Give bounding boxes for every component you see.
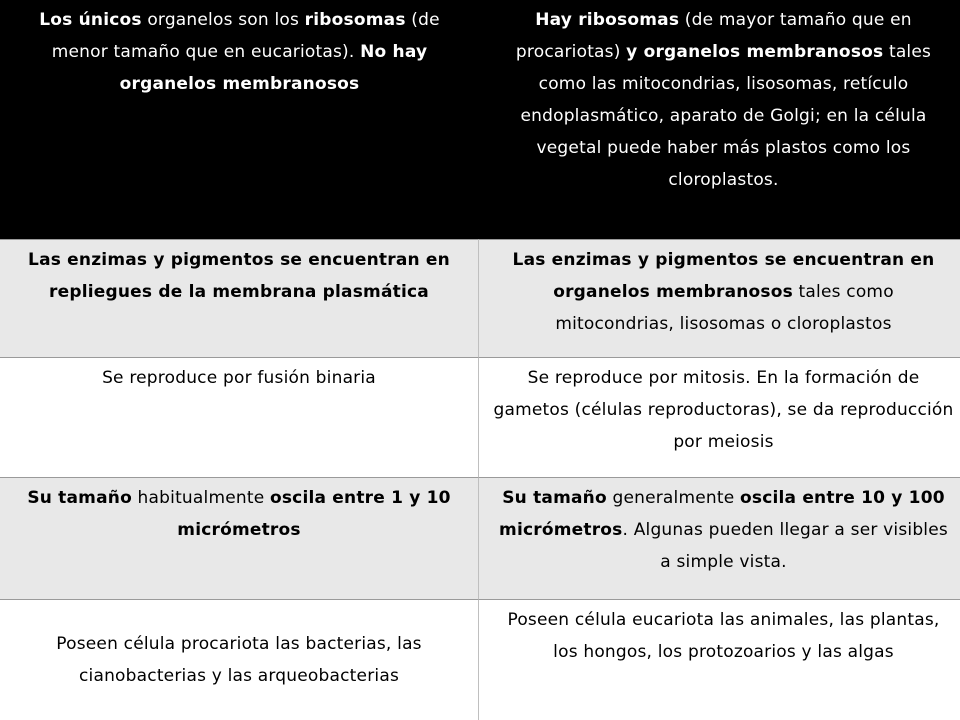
cell-text (102, 368, 376, 388)
bold-text-segment: No hay organelos membranosos (119, 42, 428, 94)
text-segment: Poseen célula eucariota las animales, las plantas, los hongos, los protozoarios y las algas (507, 610, 940, 662)
bold-text-segment: ribosomas (304, 10, 406, 30)
text-segment: Poseen célula procariota las bacterias, las cianobacterias y las arqueobacterias (56, 634, 422, 686)
cell-text (493, 368, 953, 452)
cell-text (516, 10, 931, 190)
cell-text (28, 250, 450, 302)
bold-text-segment: Su tamaño (502, 488, 607, 508)
reproduction-eukaryote-cell (479, 357, 960, 477)
bold-text-segment: Los únicos (39, 10, 142, 30)
organisms-prokaryote-cell (0, 599, 479, 720)
cell-text (507, 610, 939, 662)
cell-text (513, 250, 935, 334)
size-prokaryote-cell (0, 477, 479, 599)
bold-text-segment: Hay ribosomas (535, 10, 680, 30)
text-segment: generalmente (606, 488, 740, 508)
cell-text (27, 488, 450, 540)
text-segment: tales como mitocondrias, lisosomas o cloroplastos (555, 282, 894, 334)
reproduction-prokaryote-cell (0, 357, 479, 477)
cell-text (39, 10, 439, 94)
organelles-eukaryote-cell (479, 0, 960, 239)
text-segment: (de mayor tamaño que en procariotas) (515, 10, 912, 62)
text-segment: habitualmente (131, 488, 270, 508)
text-segment: organelos son los (141, 10, 305, 30)
organisms-eukaryote-cell (479, 599, 960, 720)
enzymes-eukaryote-cell (479, 239, 960, 357)
bold-text-segment: oscila entre 1 y 10 micrómetros (177, 488, 451, 540)
cell-text (499, 488, 948, 572)
bold-text-segment: Las enzimas y pigmentos se encuentran en repliegues de la membrana plasmática (28, 250, 450, 302)
text-segment: tales como las mitocondrias, lisosomas, retículo endoplasmático, aparato de Golgi; en la célula vegetal puede haber más plastos como los cloroplastos. (520, 42, 932, 190)
enzymes-prokaryote-cell (0, 239, 479, 357)
bold-text-segment: Su tamaño (27, 488, 132, 508)
cell-text (10, 628, 468, 692)
bold-text-segment: y organelos membranosos (626, 42, 884, 62)
bold-text-segment: oscila entre 10 y 100 micrómetros (499, 488, 945, 540)
text-segment: (de menor tamaño que en eucariotas). (51, 10, 440, 62)
organelles-prokaryote-cell (0, 0, 479, 239)
size-eukaryote-cell (479, 477, 960, 599)
text-segment: Se reproduce por fusión binaria (102, 368, 376, 388)
text-segment: . Algunas pueden llegar a ser visibles a simple vista. (622, 520, 948, 572)
bold-text-segment: Las enzimas y pigmentos se encuentran en organelos membranosos (512, 250, 935, 302)
text-segment: Se reproduce por mitosis. En la formación de gametos (células reproductoras), se da reproducción por meiosis (493, 368, 954, 452)
